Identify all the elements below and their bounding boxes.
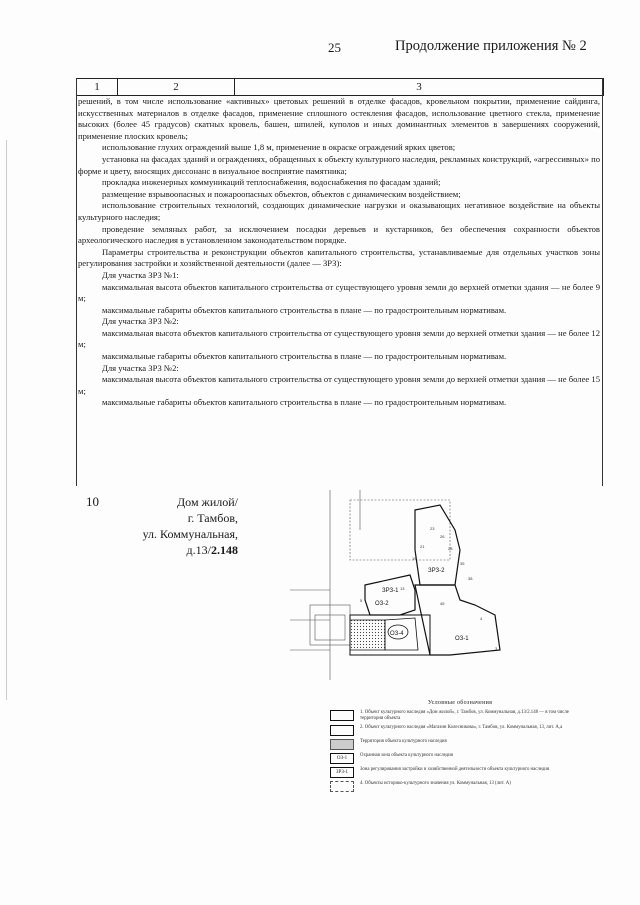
- table-header-col-1: 1: [77, 79, 118, 95]
- svg-text:45: 45: [440, 601, 445, 606]
- map-legend: [330, 700, 590, 795]
- paragraph: Для участка ЗРЗ №2:: [102, 316, 179, 327]
- legend-text: Охранная зона объекта культурного наследия: [360, 753, 453, 758]
- paragraph: максимальные габариты объектов капитального строительства в плане — по градостроительным нормативам.: [102, 397, 507, 408]
- paragraph: проведение земляных работ, за исключением посадки деревьев и кустарников, без обеспечения сохранности объектов археологического наследия в установленном законодательством порядке.: [78, 223, 600, 246]
- paragraph: максимальные габариты объектов капитального строительства в плане — по градостроительным нормативам.: [102, 351, 507, 362]
- paragraph: Для участка ЗРЗ №1:: [102, 269, 179, 280]
- page-edge: [6, 140, 7, 700]
- address-line: ул. Коммунальная,: [142, 527, 238, 541]
- legend-symbol: [330, 710, 354, 721]
- paragraph: размещение взрывоопасных и пожароопасных объектов, объектов с динамическим воздействием;: [102, 188, 461, 199]
- address-line: г. Тамбов,: [187, 511, 238, 525]
- paragraph: максимальная высота объектов капитального строительства от существующего уровня земли до верхней отметки здания — не более 9 м;: [78, 281, 600, 304]
- table-border-right: [602, 78, 603, 486]
- svg-text:35: 35: [460, 561, 465, 566]
- legend-item: [330, 739, 590, 750]
- svg-text:5: 5: [360, 598, 363, 603]
- legend-text: 1. Объект культурного наследия «Дом жилой», г. Тамбов, ул. Коммунальная, д.13/2.148 — в том числе территория объекта: [360, 710, 569, 721]
- svg-text:3: 3: [495, 646, 498, 651]
- entry-address: [128, 494, 238, 558]
- svg-text:21: 21: [420, 544, 425, 549]
- legend-item: [330, 781, 590, 792]
- paragraph: решений, в том числе использование «активных» цветовых решений в отделке фасадов, кровельном покрытии, применение сайдинга, искусственных материалов в отделке фасадов, применение сплошного остекления фасадов, использование цветного стекла, применение высоких (более 45 градусов) скатных кровель, башен, шпилей, куполов и иных доминантных элементов в завершениях сооружений, применение плоских кровель;: [78, 96, 600, 141]
- legend-text: 4. Объекты историко-культурного значения ул. Коммунальная, 13 (лит. А): [360, 781, 511, 786]
- paragraph: использование глухих ограждений выше 1,8 м, применение в окраске ограждений ярких цветов;: [102, 142, 456, 153]
- zone-label-zrz1: ЗРЗ-1: [382, 588, 399, 594]
- page-title: Продолжение приложения № 2: [395, 38, 587, 54]
- svg-text:4: 4: [480, 616, 483, 621]
- legend-item: [330, 725, 590, 736]
- legend-text: Зона регулирования застройки и хозяйственной деятельности объекта культурного наследия: [360, 767, 550, 772]
- site-plan-map: [290, 490, 530, 680]
- paragraph: максимальная высота объектов капитального строительства от существующего уровня земли до верхней отметки здания — не более 12 м;: [78, 327, 600, 350]
- zone-label-zrz2: ЗРЗ-2: [428, 568, 445, 574]
- legend-symbol: [330, 739, 354, 750]
- table-header-col-2: 2: [118, 79, 235, 95]
- legend-title: Условные обозначения: [427, 700, 493, 706]
- legend-item: [330, 767, 590, 778]
- paragraph: установка на фасадах зданий и ограждениях, обращенных к объекту культурного наследия, рекламных конструкций, «агрессивных» по форме и цвету, вносящих диссонанс в визуальное восприятие памятника;: [78, 153, 600, 176]
- paragraph: использование строительных технологий, создающих динамические нагрузки и оказывающих негативное воздействие на объекты культурного наследия;: [78, 200, 600, 222]
- legend-symbol: ЗРЗ-1: [330, 767, 354, 778]
- paragraph: прокладка инженерных коммуникаций теплоснабжения, водоснабжения по фасадам зданий;: [102, 177, 441, 188]
- document-body: [78, 96, 600, 409]
- zone-label-oz2: ОЗ-2: [375, 601, 389, 607]
- legend-symbol: ОЗ-1: [330, 753, 354, 764]
- table-header: [76, 78, 604, 96]
- paragraph: максимальные габариты объектов капитального строительства в плане — по градостроительным нормативам.: [102, 304, 507, 315]
- legend-text: 2. Объект культурного наследия «Магазин Колесникова», г. Тамбов, ул. Коммунальная, 13, лит. А,а: [360, 725, 563, 730]
- legend-item: [330, 753, 590, 764]
- address-line: д.13/2.148: [186, 543, 238, 557]
- zone-label-oz4: ОЗ-4: [390, 631, 404, 637]
- legend-symbol: [330, 725, 354, 736]
- svg-text:38: 38: [468, 576, 473, 581]
- page-number: 25: [328, 40, 341, 55]
- entry-number: 10: [86, 494, 99, 509]
- legend-item: [330, 710, 590, 722]
- paragraph: Для участка ЗРЗ №2:: [102, 362, 179, 373]
- paragraph: максимальная высота объектов капитального строительства от существующего уровня земли до верхней отметки здания — не более 15 м;: [78, 374, 600, 396]
- paragraph: Параметры строительства и реконструкции объектов капитального строительства, устанавливаемые для отдельных участков зоны регулирования застройки и хозяйственной деятельности (далее — ЗРЗ):: [78, 246, 600, 269]
- legend-symbol: [330, 781, 354, 792]
- svg-text:13: 13: [400, 586, 405, 591]
- zone-label-oz1: ОЗ-1: [455, 636, 469, 642]
- legend-text: Территория объекта культурного наследия: [360, 739, 447, 744]
- svg-text:23: 23: [430, 526, 435, 531]
- table-header-col-3: 3: [416, 81, 422, 93]
- svg-text:28: 28: [448, 546, 453, 551]
- svg-text:19: 19: [412, 556, 417, 561]
- table-border-left: [76, 78, 77, 486]
- svg-text:26: 26: [440, 534, 445, 539]
- address-line: Дом жилой/: [176, 495, 238, 509]
